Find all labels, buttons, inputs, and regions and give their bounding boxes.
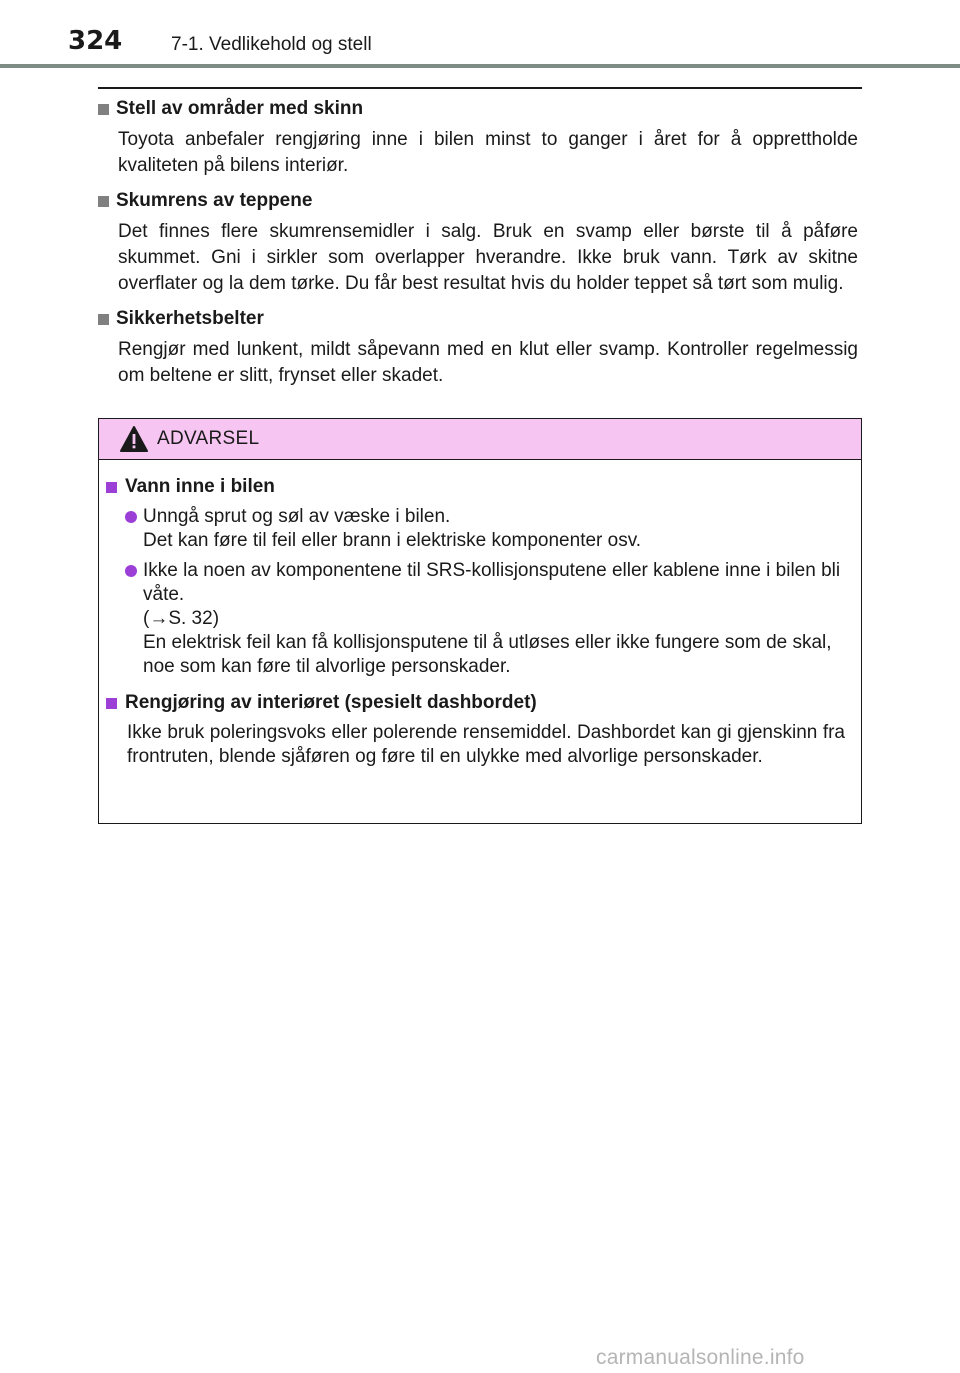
topic-leather-care xyxy=(98,97,858,179)
warning-header xyxy=(99,419,861,460)
bullet-line: En elektrisk feil kan få kollisjonsputene til å utløses eller ikke fungere som de skal, noe som kan føre til alvorlige personskader. xyxy=(143,632,832,677)
round-bullet-icon xyxy=(125,511,137,523)
topic-seatbelts xyxy=(98,307,858,389)
header-rule xyxy=(0,64,960,68)
square-bullet-icon xyxy=(98,196,109,207)
warning-bullet-text xyxy=(143,559,853,679)
watermark-text: carmanualsonline.info xyxy=(596,1346,805,1369)
square-bullet-icon xyxy=(106,482,117,493)
square-bullet-icon xyxy=(98,314,109,325)
warning-section-heading-text: Rengjøring av interiøret (spesielt dashbordet) xyxy=(125,692,537,713)
topic-heading xyxy=(98,97,858,121)
page-reference-link[interactable]: (→S. 32) xyxy=(143,608,220,629)
round-bullet-icon xyxy=(125,565,137,577)
main-content xyxy=(98,97,858,399)
topic-heading xyxy=(98,307,858,331)
topic-body: Toyota anbefaler rengjøring inne i bilen minst to ganger i året for å opprettholde kvaliteten på bilens interiør. xyxy=(118,129,858,176)
bullet-line: Ikke la noen av komponentene til SRS-kollisjonsputene eller kablene inne i bilen bli våte. xyxy=(143,560,841,605)
warning-section-water xyxy=(106,475,853,679)
section-title: 7-1. Vedlikehold og stell xyxy=(171,34,372,55)
warning-section-dashboard xyxy=(106,691,853,769)
topic-heading xyxy=(98,189,858,213)
topic-heading-text: Stell av områder med skinn xyxy=(116,98,364,119)
page-number: 324 xyxy=(68,26,123,56)
topic-heading-text: Sikkerhetsbelter xyxy=(116,308,264,329)
warning-section-heading-text: Vann inne i bilen xyxy=(125,476,275,497)
square-bullet-icon xyxy=(106,698,117,709)
bullet-line: Unngå sprut og søl av væske i bilen. xyxy=(143,506,451,527)
bullet-line: Det kan føre til feil eller brann i elektriske komponenter osv. xyxy=(143,530,642,551)
content-divider xyxy=(98,87,862,89)
warning-bullet-text xyxy=(143,505,853,553)
page-header xyxy=(0,0,960,70)
topic-carpet-foam xyxy=(98,189,858,297)
topic-heading-text: Skumrens av teppene xyxy=(116,190,313,211)
warning-body xyxy=(99,460,861,769)
warning-box xyxy=(98,418,862,824)
topic-body: Det finnes flere skumrensemidler i salg. Bruk en svamp eller børste til å påføre skummet. Gni i sirkler som overlapper hverandre. Ikke bruk vann. Tørk av skitne overflater og la dem tørke. Du får best resultat hvis du holder teppet så tørt som mulig. xyxy=(118,221,858,294)
warning-paragraph: Ikke bruk poleringsvoks eller polerende rensemiddel. Dashbordet kan gi gjenskinn fra frontruten, blende sjåføren og føre til en ulykke med alvorlige personskader. xyxy=(127,722,845,767)
warning-title: ADVARSEL xyxy=(157,428,260,449)
warning-section-heading xyxy=(106,691,853,715)
warning-bullet xyxy=(125,505,853,553)
square-bullet-icon xyxy=(98,104,109,115)
warning-section-heading xyxy=(106,475,853,499)
topic-body: Rengjør med lunkent, mildt såpevann med en klut eller svamp. Kontroller regelmessig om beltene er slitt, frynset eller skadet. xyxy=(118,339,858,386)
warning-bullet xyxy=(125,559,853,679)
warning-triangle-icon xyxy=(119,425,149,453)
